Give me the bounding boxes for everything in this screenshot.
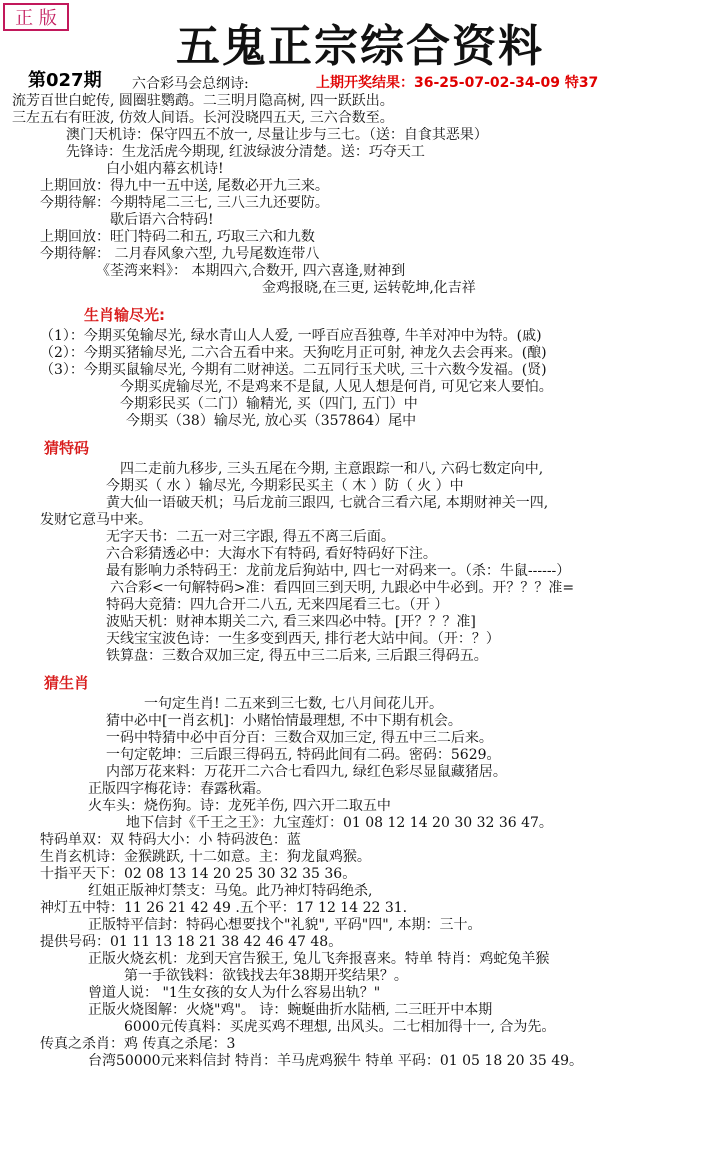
document-body xyxy=(0,76,720,1070)
text-line: 天线宝宝波色诗：一生多变到西天, 排行老大站中间。（开：？） xyxy=(106,631,500,647)
text-line: 特码单双：双 特码大小：小 特码波色：蓝 xyxy=(40,832,301,848)
text-line: 火车头：烧伤狗。诗：龙死羊伤, 四六开二取五中 xyxy=(88,798,391,814)
text-line: 特码大竞猜：四九合开二八五, 无来四尾看三七。（开 ） xyxy=(106,597,449,613)
text-line: 正版火烧图解：火烧"鸡"。 诗：蜿蜒曲折水陆栖, 二三旺开中本期 xyxy=(88,1002,493,1018)
text-line: 金鸡报晓,在三更, 运转乾坤,化吉祥 xyxy=(262,280,476,296)
text-line: 地下信封《千王之王》：九宝莲灯：01 08 12 14 20 30 32 36 47。 xyxy=(126,815,553,831)
text-line: 一句定乾坤：三后跟三得码五, 特码此间有二码。密码：5629。 xyxy=(106,747,501,763)
text-line: 今期买（ 水 ）输尽光, 今期彩民买主（ 木 ）防（ 火 ）中 xyxy=(106,478,464,494)
section-heading: 猜特码 xyxy=(44,439,90,457)
text-line: 6000元传真料：买虎买鸡不理想, 出风头。二七相加得十一, 合为先。 xyxy=(124,1019,556,1035)
text-line: 今期待解： 二月春风象六型, 九号尾数连带八 xyxy=(40,246,320,262)
text-line: 曾道人说： "1生女孩的女人为什么容易出轨？" xyxy=(88,985,381,1001)
text-line: 台湾50000元来料信封 特肖：羊马虎鸡猴牛 特单 平码：01 05 18 20 35 49。 xyxy=(88,1053,584,1069)
text-line: 六合彩猜透必中：大海水下有特码, 看好特码好下注。 xyxy=(106,546,437,562)
text-line: 黄大仙一语破天机；马后龙前三跟四, 七就合三看六尾, 本期财神关一四, xyxy=(106,495,549,511)
previous-result: 上期开奖结果：36-25-07-02-34-09 特37 xyxy=(316,75,599,91)
text-line: （3）：今期买鼠输尽光, 今期有二财神送。二五同行玉犬吠, 三十六数今发福。(贤) xyxy=(40,362,547,378)
text-line: 生肖玄机诗：金猴跳跃, 十二如意。主：狗龙鼠鸡猴。 xyxy=(40,849,371,865)
text-line: 澳门天机诗：保守四五不放一, 尽量让步与三七。（送：自食其恶果） xyxy=(66,127,488,143)
text-line: 发财它意马中来。 xyxy=(40,512,152,528)
text-line: 上期回放：旺门特码二和五, 巧取三六和九数 xyxy=(40,229,315,245)
text-line: 六合彩<一句解特码>准：看四回三到天明, 九跟必中牛必到。开？？？准= xyxy=(110,580,575,596)
text-line: 今期待解：今期特尾二三七, 三八三九还要防。 xyxy=(40,195,329,211)
text-line: 歇后语六合特码! xyxy=(110,212,214,228)
text-line: 内部万花来料：万花开二六合七看四九, 绿红色彩尽显鼠藏猪居。 xyxy=(106,764,507,780)
text-line: 三左五右有旺波, 仿效人间语。长河没晓四五天, 三六合数至。 xyxy=(12,110,394,126)
text-line: 波贴天机：财神本期关二六, 看三来四必中特。[开？？？准] xyxy=(106,614,476,630)
text-line: 上期回放：得九中一五中送, 尾数必开九三来。 xyxy=(40,178,329,194)
text-line: 铁算盘：三数合双加三定, 得五中三二后来, 三后跟三得码五。 xyxy=(106,648,488,664)
text-line: 第一手欲钱料：欲钱找去年38期开奖结果？。 xyxy=(124,968,408,984)
text-line: 《荃湾来料》： 本期四六,合数开, 四六喜逢,财神到 xyxy=(96,263,406,279)
text-line: 今期买虎输尽光, 不是鸡来不是鼠, 人见人想是何肖, 可见它来人要怕。 xyxy=(120,379,553,395)
text-line: 十指平天下：02 08 13 14 20 25 30 32 35 36。 xyxy=(40,866,357,882)
text-line: （1）：今期买兔输尽光, 绿水青山人人爱, 一呼百应吾独尊, 牛羊对冲中为特。(戚) xyxy=(40,328,542,344)
text-line: 白小姐内幕玄机诗! xyxy=(106,161,224,177)
text-line: 正版四字梅花诗：春露秋霜。 xyxy=(88,781,270,797)
text-line: 神灯五中特：11 26 21 42 49 .五个平：17 12 14 22 31. xyxy=(40,900,408,916)
genuine-badge: 正 版 xyxy=(3,3,69,31)
text-line: 今期彩民买（二门）输精光, 买（四门, 五门）中 xyxy=(120,396,418,412)
text-line: 提供号码：01 11 13 18 21 38 42 46 47 48。 xyxy=(40,934,343,950)
text-line: 六合彩马会总纲诗: xyxy=(132,76,249,92)
text-line: 今期买（38）输尽光, 放心买（357864）尾中 xyxy=(126,413,417,429)
text-line: （2）：今期买猪输尽光, 二六合五看中来。天狗吃月正可射, 神龙久去会再来。(酿) xyxy=(40,345,547,361)
text-line: 正版火烧玄机：龙到天宫告猴王, 兔儿飞奔报喜来。特单 特肖：鸡蛇兔羊猴 xyxy=(88,951,550,967)
section-heading: 猜生肖 xyxy=(44,674,90,692)
text-line: 最有影响力杀特码王：龙前龙后狗站中, 四七一对码来一。（杀：牛鼠------） xyxy=(106,563,571,579)
text-line: 正版特平信封：特码心想要找个"礼貌", 平码"四", 本期：三十。 xyxy=(88,917,482,933)
text-line: 流芳百世白蛇传, 圆圈驻鹦鹉。二三明月隐高树, 四一跃跃出。 xyxy=(12,93,394,109)
text-line: 无字天书：二五一对三字跟, 得五不离三后面。 xyxy=(106,529,395,545)
text-line: 猜中必中[一肖玄机]：小赌怡情最理想, 不中下期有机会。 xyxy=(106,713,462,729)
section-heading: 生肖输尽光: xyxy=(84,306,165,324)
text-line: 传真之杀肖：鸡 传真之杀尾：3 xyxy=(40,1036,236,1052)
text-line: 四二走前九移步, 三头五尾在今期, 主意跟踪一和八, 六码七数定向中, xyxy=(120,461,544,477)
text-line: 先锋诗：生龙活虎今期现, 红波绿波分清楚。送：巧夺天工 xyxy=(66,144,425,160)
issue-number: 第027期 xyxy=(28,70,102,91)
text-line: 一句定生肖! 二五来到三七数, 七八月间花儿开。 xyxy=(144,696,443,712)
text-line: 一码中特猜中必中百分百：三数合双加三定, 得五中三二后来。 xyxy=(106,730,493,746)
text-line: 红姐正版神灯禁支：马兔。此乃神灯特码绝杀, xyxy=(88,883,373,899)
page-title: 五鬼正宗综合资料 xyxy=(176,21,544,72)
